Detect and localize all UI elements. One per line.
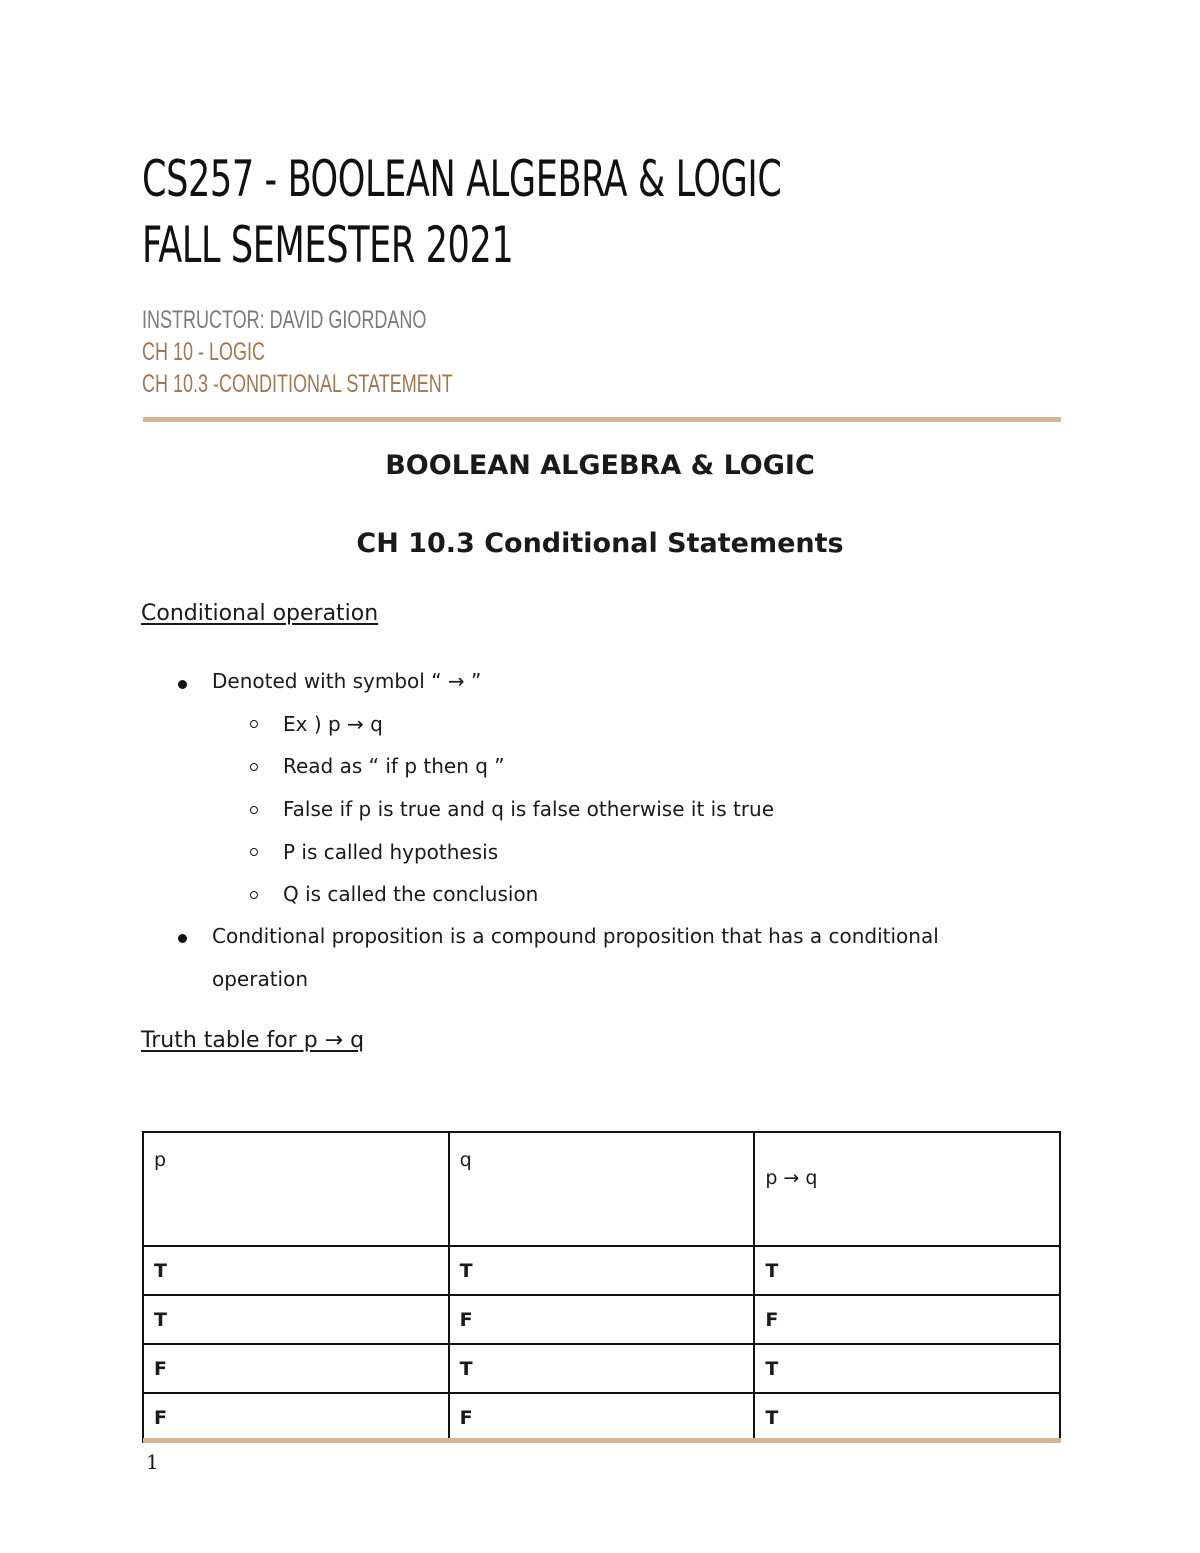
course-title [142, 146, 781, 278]
sub-list-item-text: False if p is true and q is false otherwise it is true [283, 797, 775, 821]
chapter-line: CH 10 - LOGIC [142, 338, 266, 366]
sub-list-item-text: Read as “ if p then q ” [283, 754, 505, 778]
filled-bullet-icon [178, 934, 187, 943]
instructor-line: INSTRUCTOR: DAVID GIORDANO [142, 306, 427, 334]
table-header-row [143, 1132, 1060, 1246]
section-title-truth-table: Truth table for p → q [141, 1028, 365, 1053]
table-header-cell: q [449, 1132, 755, 1246]
list-item-text: Denoted with symbol “ → ” [212, 669, 482, 693]
hollow-bullet-icon [250, 806, 258, 814]
table-cell: T [449, 1246, 755, 1295]
table-header-cell: p → q [754, 1132, 1060, 1246]
page-number: 1 [146, 1450, 159, 1474]
section-title-conditional-operation: Conditional operation [141, 601, 379, 626]
hollow-bullet-icon [250, 763, 258, 771]
table-row [143, 1246, 1060, 1295]
sub-list-item-text: Q is called the conclusion [283, 882, 539, 906]
list-item-text-continued: operation [212, 967, 309, 991]
semester-line: FALL SEMESTER 2021 [142, 216, 514, 274]
table-cell: T [449, 1344, 755, 1393]
page-heading: BOOLEAN ALGEBRA & LOGIC [385, 450, 815, 481]
table-cell: T [754, 1344, 1060, 1393]
course-title-line1: CS257 - BOOLEAN ALGEBRA & LOGIC [142, 150, 782, 208]
hollow-bullet-icon [250, 848, 258, 856]
table-cell: T [754, 1246, 1060, 1295]
table-cell: F [449, 1295, 755, 1344]
header-divider [143, 417, 1061, 422]
filled-bullet-icon [178, 680, 187, 689]
table-row [143, 1295, 1060, 1344]
list-item-text: Conditional proposition is a compound proposition that has a conditional [212, 924, 939, 948]
table-row [143, 1344, 1060, 1393]
table-cell: F [143, 1393, 449, 1442]
table-cell: T [143, 1295, 449, 1344]
sub-list-item-text: P is called hypothesis [283, 840, 499, 864]
table-cell: F [449, 1393, 755, 1442]
hollow-bullet-icon [250, 720, 258, 728]
table-row [143, 1393, 1060, 1442]
table-cell: T [143, 1246, 449, 1295]
page-subheading: CH 10.3 Conditional Statements [356, 528, 844, 559]
sub-list-item-text: Ex ) p → q [283, 712, 383, 736]
hollow-bullet-icon [250, 891, 258, 899]
truth-table [142, 1131, 1061, 1443]
section-line: CH 10.3 -CONDITIONAL STATEMENT [142, 370, 453, 398]
table-cell: F [143, 1344, 449, 1393]
table-cell: F [754, 1295, 1060, 1344]
footer-divider [143, 1438, 1061, 1443]
table-header-cell: p [143, 1132, 449, 1246]
table-cell: T [754, 1393, 1060, 1442]
